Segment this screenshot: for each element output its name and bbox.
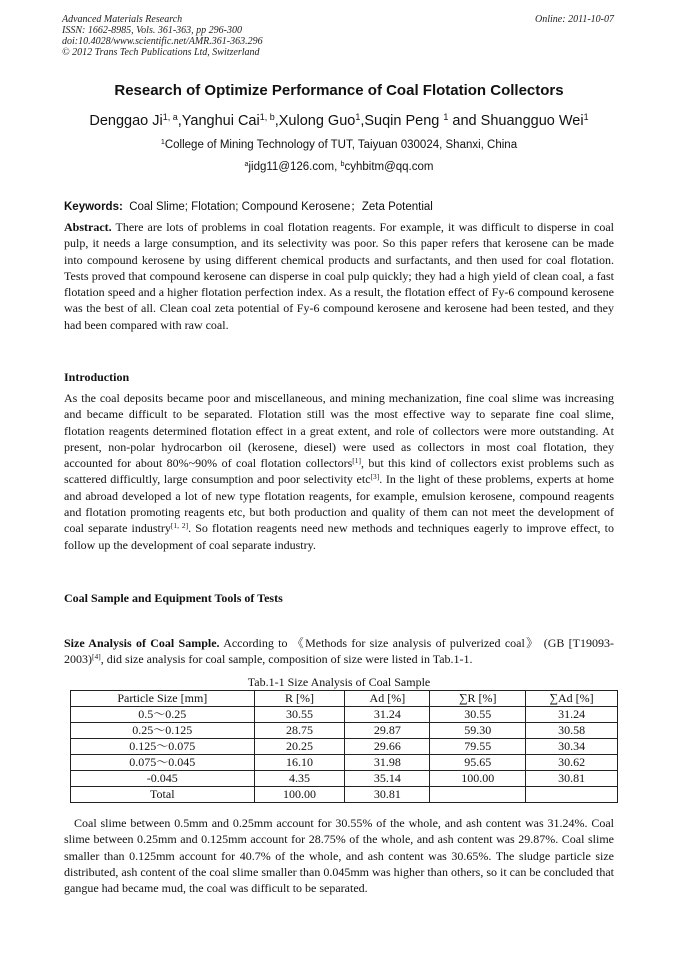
table-cell: 79.55 [430,739,526,755]
size-analysis-paragraph [64,635,614,668]
table-cell: Total [71,787,255,803]
table-cell: 0.125～0.075 [71,739,255,755]
email-mark: b [340,160,345,169]
journal-header [62,14,263,58]
table-row [71,739,618,755]
citation: [3] [370,472,380,482]
column-header: R [%] [254,691,345,707]
table-cell: 30.34 [526,739,618,755]
table-cell: 0.25～0.125 [71,723,255,739]
table-cell [526,787,618,803]
author-affil-mark: 1 [443,112,449,123]
section-heading-introduction: Introduction [64,370,130,384]
introduction-paragraph [64,390,614,553]
author-affil-mark: 1 [355,112,361,123]
abstract-label: Abstract. [64,220,112,234]
table-row-total [71,787,618,803]
author-affil-mark: 1, b [259,112,275,123]
table-cell: 59.30 [430,723,526,739]
table-cell: 28.75 [254,723,345,739]
size-analysis-label: Size Analysis of Coal Sample. [64,636,220,650]
copyright-line: © 2012 Trans Tech Publications Ltd, Switzerland [62,47,260,58]
keywords-label: Keywords: [64,201,123,213]
author-name: Yanghui Cai [181,113,260,129]
author-list: Denggao Ji$^{1, a}$,Yanghui Cai$^{1, b}$,Xulong Guo$^1$,Suqin Peng $^1$ and Shuangguo Wei$^1$ [89,112,589,129]
table-header-row [71,691,618,707]
keywords [64,198,616,214]
author-name: Shuangguo Wei [480,113,584,129]
affiliation-mark: 1 [160,138,165,147]
size-analysis-text: , did size analysis for coal sample, composition of size were listed in Tab.1-1. [100,652,473,667]
table-cell: 31.24 [526,707,618,723]
email-link[interactable]: jidg11@126.com [248,161,335,173]
doi-line: doi:10.4028/www.scientific.net/AMR.361-363.296 [62,36,263,47]
table-cell: 20.25 [254,739,345,755]
table-cell: -0.045 [71,771,255,787]
table-cell: 100.00 [254,787,345,803]
table-cell: 29.66 [345,739,430,755]
table-cell: 95.65 [430,755,526,771]
email-mark: a [244,160,249,169]
table-cell: 0.5～0.25 [71,707,255,723]
table-cell: 30.55 [430,707,526,723]
authors-conjunction: and [452,113,477,129]
author-name: Suqin Peng [364,113,440,129]
email-link[interactable]: cyhbitm@qq.com [344,161,434,173]
online-date: Online: 2011-10-07 [535,14,614,25]
abstract [64,219,614,333]
table-cell: 30.58 [526,723,618,739]
section-heading-coal-sample: Coal Sample and Equipment Tools of Tests [64,591,283,605]
table-cell: 35.14 [345,771,430,787]
intro-text: . So flotation reagents need new methods and techniques eagerly to improve effect, to follow up the development of coal separate industry. [64,521,614,552]
citation: [4] [92,652,101,662]
results-paragraph: Coal slime between 0.5mm and 0.25mm account for 30.55% of the whole, and ash content was 31.24%. Coal slime between 0.25mm and 0.125mm account for 28.75% of the whole, and ash content was 29.87%. Coal slime smaller than 0.125mm account for 40.7% of the whole, and ash content was 30.65%. The sludge particle size distributed, ash content of the coal slime smaller than 0.045mm was higher than others, so it can be concluded that gangue had became mud, the coal was difficult to be separated. [64,816,614,896]
table-row [71,723,618,739]
author-affil-mark: 1, a [162,112,178,123]
table-cell: 30.81 [526,771,618,787]
size-analysis-text: According to 《Methods for size analysis of pulverized coal》 (GB [T19093-2003) [64,636,614,667]
citation: [1] [352,456,361,466]
table-row [71,707,618,723]
table-cell: 31.98 [345,755,430,771]
intro-text: As the coal deposits became poor and miscellaneous, and mining mechanization, fine coal slime was increasing and became difficult to be separated. Flotation still was the most effective way to separate fine coal slime, flotation reagents determined flotation effect in a great extent, and role of collectors were more outstanding. At present, non-polar hydrocarbon oil (kerosene, diesel) were used as collectors in most coal flotation, they accounted for about 80%~90% of coal flotation collectors [64,391,614,471]
intro-text: . In the light of these problems, experts at home and abroad developed a lot of new type flotation reagents, for example, emulsion kerosene, compound reagents and flotation promoting reagents etc, but both production and quality of them can not meet the development of coal separate industry [64,472,614,536]
column-header: Ad [%] [345,691,430,707]
table-cell: 0.075～0.045 [71,755,255,771]
issn-line: ISSN: 1662-8985, Vols. 361-363, pp 296-300 [62,25,242,36]
journal-name: Advanced Materials Research [62,14,183,25]
table-cell: 4.35 [254,771,345,787]
table-cell: 29.87 [345,723,430,739]
table-cell: 30.55 [254,707,345,723]
table-cell: 31.24 [345,707,430,723]
table-cell: 30.62 [526,755,618,771]
table-row [71,771,618,787]
column-header: Particle Size [mm] [71,691,255,707]
abstract-text: There are lots of problems in coal flotation reagents. For example, it was difficult to disperse in coal pulp, it needs a large consumption, and its selectivity was poor. So this paper refers that kerosene can be made into compound kerosene by using different chemical products and surfactants, and then used for coal flotation. Tests proved that compound kerosene can disperse in coal pulp quickly; they had a high yield of clean coal, a fast flotation speed and a higher flotation perfection index. As a result, the flotation effect of Fy-6 compound kerosene was the best of all. Clean coal zeta potential of Fy-6 compound kerosene and kerosene had been tested, and they had been compared with raw coal. [64,220,614,332]
affiliation [0,139,678,151]
table-row [71,755,618,771]
author-name: Xulong Guo [278,113,356,129]
table-cell: 16.10 [254,755,345,771]
citation: [1, 2] [170,521,189,531]
table-caption: Tab.1-1 Size Analysis of Coal Sample [247,675,431,689]
affiliation-text: College of Mining Technology of TUT, Taiyuan 030024, Shanxi, China [164,139,518,151]
paper-title: Research of Optimize Performance of Coal Flotation Collectors [114,82,564,99]
size-analysis-table [70,690,618,803]
author-emails: $^a$jidg11@126.com, $^b$cyhbitm@qq.com [244,160,434,173]
table-cell [430,787,526,803]
table-cell: 100.00 [430,771,526,787]
column-header: ∑R [%] [430,691,526,707]
column-header: ∑Ad [%] [526,691,618,707]
intro-text: , but this kind of collectors exist problems such as scattered difficultly, large consumption and poor selectivity etc [64,456,614,487]
author-name: Denggao Ji [89,113,163,129]
keywords-text: Coal Slime; Flotation; Compound Kerosene；Zeta Potential [129,201,433,213]
author-affil-mark: 1 [583,112,589,123]
table-cell: 30.81 [345,787,430,803]
